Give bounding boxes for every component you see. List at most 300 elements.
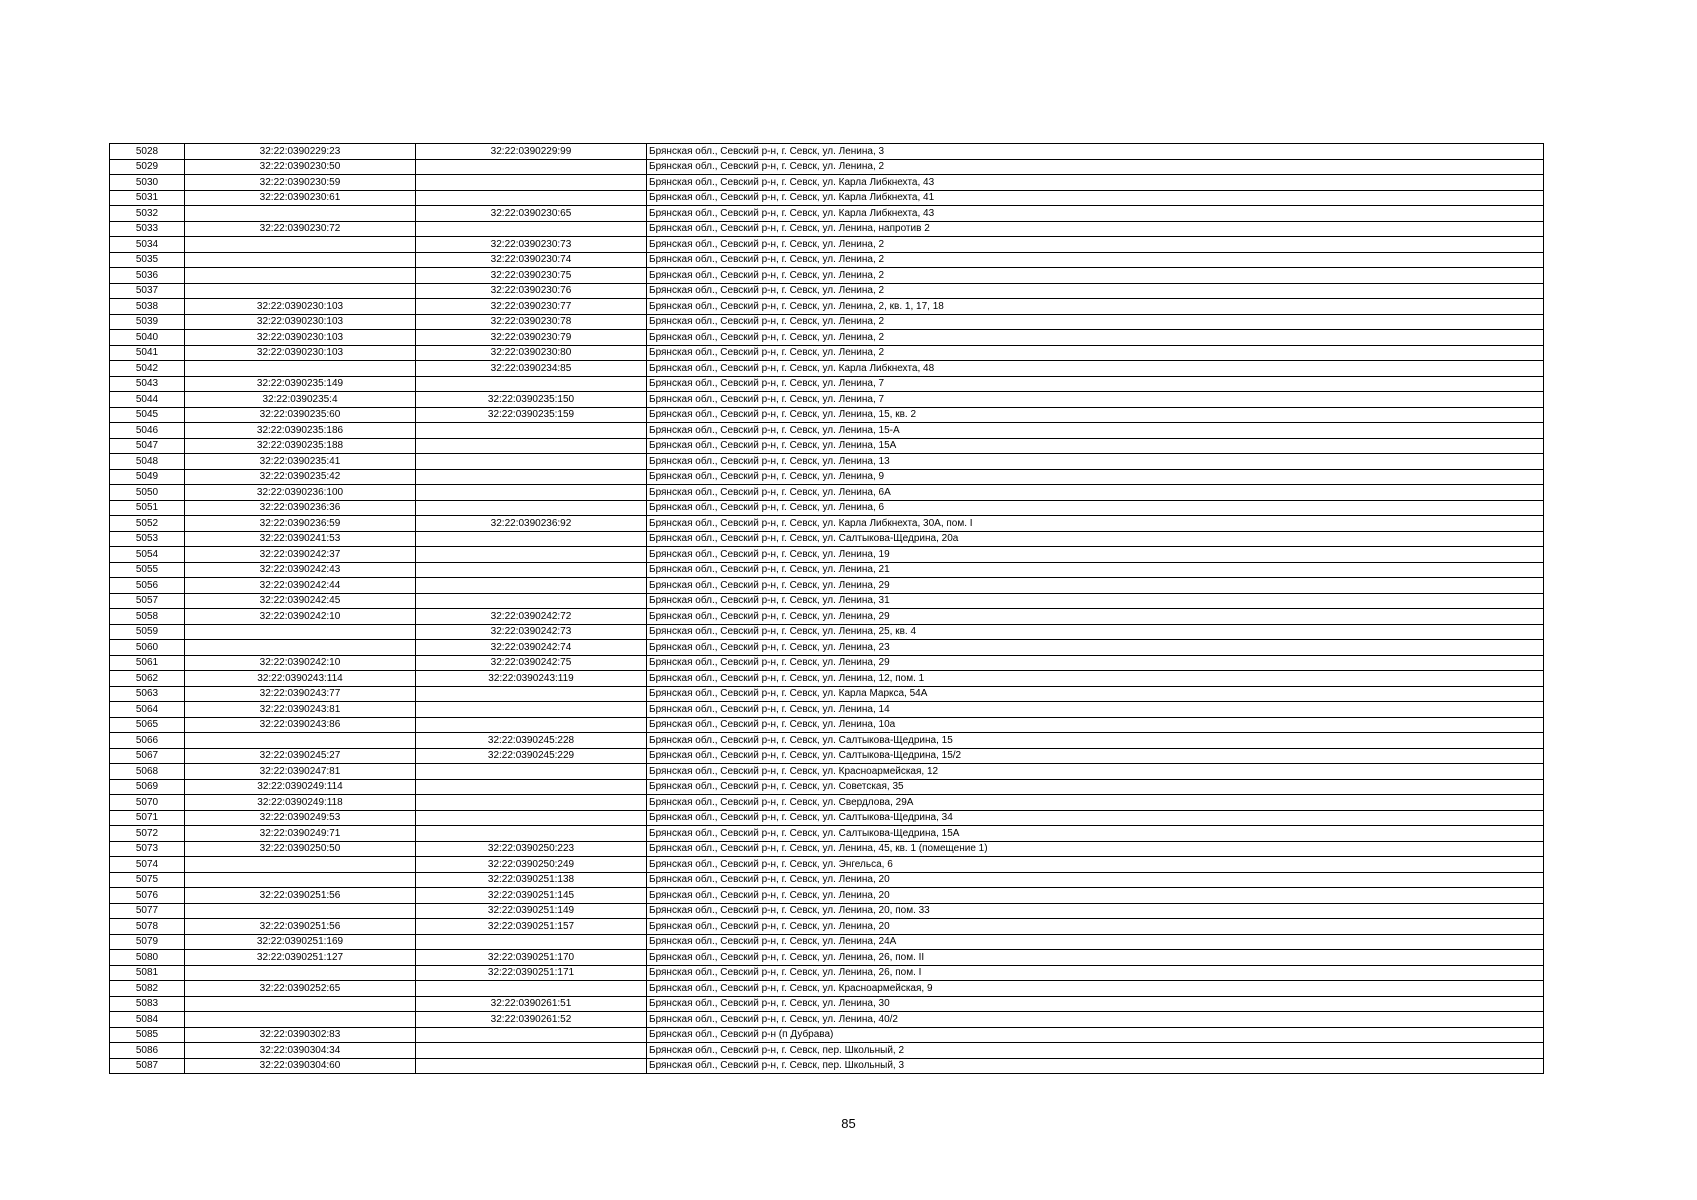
new-cadastral-number-cell: 32:22:0390230:65: [416, 206, 647, 222]
old-cadastral-number-cell: 32:22:0390236:59: [185, 516, 416, 532]
address-cell: Брянская обл., Севский р-н, г. Севск, ул. Ленина, 2: [647, 345, 1544, 361]
table-row: [110, 857, 1544, 873]
address-cell: Брянская обл., Севский р-н, г. Севск, ул. Советская, 35: [647, 779, 1544, 795]
old-cadastral-number-cell: 32:22:0390249:114: [185, 779, 416, 795]
old-cadastral-number-cell: 32:22:0390236:100: [185, 485, 416, 501]
table-row: [110, 159, 1544, 175]
table-row: [110, 252, 1544, 268]
old-cadastral-number-cell: 32:22:0390235:41: [185, 454, 416, 470]
address-cell: Брянская обл., Севский р-н, г. Севск, ул. Ленина, 26, пом. II: [647, 950, 1544, 966]
row-number-cell: 5081: [110, 965, 185, 981]
table-row: [110, 330, 1544, 346]
new-cadastral-number-cell: [416, 376, 647, 392]
new-cadastral-number-cell: 32:22:0390251:145: [416, 888, 647, 904]
new-cadastral-number-cell: [416, 190, 647, 206]
address-cell: Брянская обл., Севский р-н, г. Севск, ул. Ленина, 10а: [647, 717, 1544, 733]
row-number-cell: 5040: [110, 330, 185, 346]
new-cadastral-number-cell: 32:22:0390234:85: [416, 361, 647, 377]
address-cell: Брянская обл., Севский р-н, г. Севск, пер. Школьный, 2: [647, 1043, 1544, 1059]
new-cadastral-number-cell: 32:22:0390230:76: [416, 283, 647, 299]
row-number-cell: 5068: [110, 764, 185, 780]
address-cell: Брянская обл., Севский р-н, г. Севск, ул. Салтыкова-Щедрина, 34: [647, 810, 1544, 826]
table-row: [110, 888, 1544, 904]
old-cadastral-number-cell: 32:22:0390242:10: [185, 655, 416, 671]
address-cell: Брянская обл., Севский р-н, г. Севск, ул. Ленина, 9: [647, 469, 1544, 485]
table-row: [110, 965, 1544, 981]
row-number-cell: 5035: [110, 252, 185, 268]
table-row: [110, 1058, 1544, 1074]
old-cadastral-number-cell: 32:22:0390249:71: [185, 826, 416, 842]
table-row: [110, 469, 1544, 485]
old-cadastral-number-cell: [185, 1012, 416, 1028]
old-cadastral-number-cell: 32:22:0390235:149: [185, 376, 416, 392]
address-cell: Брянская обл., Севский р-н, г. Севск, ул. Ленина, 6А: [647, 485, 1544, 501]
row-number-cell: 5056: [110, 578, 185, 594]
row-number-cell: 5071: [110, 810, 185, 826]
row-number-cell: 5083: [110, 996, 185, 1012]
old-cadastral-number-cell: 32:22:0390304:60: [185, 1058, 416, 1074]
row-number-cell: 5051: [110, 500, 185, 516]
table-row: [110, 934, 1544, 950]
new-cadastral-number-cell: [416, 717, 647, 733]
old-cadastral-number-cell: 32:22:0390243:114: [185, 671, 416, 687]
new-cadastral-number-cell: [416, 485, 647, 501]
table-row: [110, 299, 1544, 315]
new-cadastral-number-cell: [416, 531, 647, 547]
new-cadastral-number-cell: 32:22:0390250:249: [416, 857, 647, 873]
new-cadastral-number-cell: 32:22:0390230:77: [416, 299, 647, 315]
new-cadastral-number-cell: [416, 779, 647, 795]
address-cell: Брянская обл., Севский р-н, г. Севск, ул. Ленина, 2: [647, 330, 1544, 346]
table-row: [110, 531, 1544, 547]
table-row: [110, 268, 1544, 284]
new-cadastral-number-cell: 32:22:0390229:99: [416, 144, 647, 160]
row-number-cell: 5037: [110, 283, 185, 299]
new-cadastral-number-cell: 32:22:0390242:75: [416, 655, 647, 671]
old-cadastral-number-cell: [185, 361, 416, 377]
old-cadastral-number-cell: 32:22:0390251:56: [185, 919, 416, 935]
table-row: [110, 221, 1544, 237]
new-cadastral-number-cell: [416, 934, 647, 950]
old-cadastral-number-cell: [185, 624, 416, 640]
row-number-cell: 5054: [110, 547, 185, 563]
table-row: [110, 1027, 1544, 1043]
new-cadastral-number-cell: [416, 981, 647, 997]
old-cadastral-number-cell: 32:22:0390230:103: [185, 345, 416, 361]
address-cell: Брянская обл., Севский р-н, г. Севск, ул. Ленина, 19: [647, 547, 1544, 563]
address-cell: Брянская обл., Севский р-н, г. Севск, ул. Ленина, 2, кв. 1, 17, 18: [647, 299, 1544, 315]
row-number-cell: 5034: [110, 237, 185, 253]
old-cadastral-number-cell: 32:22:0390236:36: [185, 500, 416, 516]
row-number-cell: 5059: [110, 624, 185, 640]
table-row: [110, 655, 1544, 671]
address-cell: Брянская обл., Севский р-н, г. Севск, ул. Ленина, 2: [647, 268, 1544, 284]
table-row: [110, 919, 1544, 935]
row-number-cell: 5033: [110, 221, 185, 237]
address-cell: Брянская обл., Севский р-н, г. Севск, ул. Карла Маркса, 54А: [647, 686, 1544, 702]
address-cell: Брянская обл., Севский р-н, г. Севск, ул. Ленина, 40/2: [647, 1012, 1544, 1028]
new-cadastral-number-cell: [416, 764, 647, 780]
row-number-cell: 5084: [110, 1012, 185, 1028]
table-row: [110, 764, 1544, 780]
table-row: [110, 516, 1544, 532]
address-cell: Брянская обл., Севский р-н, г. Севск, ул. Ленина, 24А: [647, 934, 1544, 950]
table-row: [110, 779, 1544, 795]
old-cadastral-number-cell: 32:22:0390304:34: [185, 1043, 416, 1059]
address-cell: Брянская обл., Севский р-н, г. Севск, ул. Ленина, 12, пом. 1: [647, 671, 1544, 687]
old-cadastral-number-cell: [185, 268, 416, 284]
table-row: [110, 361, 1544, 377]
new-cadastral-number-cell: [416, 469, 647, 485]
table-row: [110, 190, 1544, 206]
table-row: [110, 578, 1544, 594]
table-row: [110, 423, 1544, 439]
table-row: [110, 950, 1544, 966]
row-number-cell: 5087: [110, 1058, 185, 1074]
old-cadastral-number-cell: [185, 206, 416, 222]
address-cell: Брянская обл., Севский р-н, г. Севск, ул. Ленина, 29: [647, 655, 1544, 671]
old-cadastral-number-cell: 32:22:0390242:43: [185, 562, 416, 578]
new-cadastral-number-cell: 32:22:0390251:171: [416, 965, 647, 981]
new-cadastral-number-cell: [416, 500, 647, 516]
table-row: [110, 314, 1544, 330]
new-cadastral-number-cell: [416, 686, 647, 702]
old-cadastral-number-cell: 32:22:0390235:60: [185, 407, 416, 423]
new-cadastral-number-cell: [416, 159, 647, 175]
address-cell: Брянская обл., Севский р-н, г. Севск, ул. Свердлова, 29А: [647, 795, 1544, 811]
table-row: [110, 903, 1544, 919]
new-cadastral-number-cell: 32:22:0390236:92: [416, 516, 647, 532]
row-number-cell: 5070: [110, 795, 185, 811]
old-cadastral-number-cell: 32:22:0390235:4: [185, 392, 416, 408]
table-row: [110, 547, 1544, 563]
new-cadastral-number-cell: 32:22:0390242:72: [416, 609, 647, 625]
address-cell: Брянская обл., Севский р-н, г. Севск, ул. Ленина, 21: [647, 562, 1544, 578]
old-cadastral-number-cell: 32:22:0390251:127: [185, 950, 416, 966]
row-number-cell: 5030: [110, 175, 185, 191]
address-cell: Брянская обл., Севский р-н, г. Севск, ул. Ленина, 2: [647, 283, 1544, 299]
new-cadastral-number-cell: [416, 578, 647, 594]
table-row: [110, 609, 1544, 625]
row-number-cell: 5047: [110, 438, 185, 454]
table-row: [110, 485, 1544, 501]
address-cell: Брянская обл., Севский р-н, г. Севск, ул. Ленина, 23: [647, 640, 1544, 656]
old-cadastral-number-cell: 32:22:0390235:42: [185, 469, 416, 485]
address-cell: Брянская обл., Севский р-н, г. Севск, ул. Ленина, 45, кв. 1 (помещение 1): [647, 841, 1544, 857]
new-cadastral-number-cell: 32:22:0390230:74: [416, 252, 647, 268]
row-number-cell: 5049: [110, 469, 185, 485]
row-number-cell: 5045: [110, 407, 185, 423]
address-cell: Брянская обл., Севский р-н, г. Севск, ул. Ленина, 3: [647, 144, 1544, 160]
table-row: [110, 748, 1544, 764]
old-cadastral-number-cell: 32:22:0390302:83: [185, 1027, 416, 1043]
address-cell: Брянская обл., Севский р-н, г. Севск, ул. Ленина, 2: [647, 159, 1544, 175]
new-cadastral-number-cell: [416, 454, 647, 470]
row-number-cell: 5066: [110, 733, 185, 749]
row-number-cell: 5065: [110, 717, 185, 733]
table-row: [110, 392, 1544, 408]
old-cadastral-number-cell: [185, 733, 416, 749]
row-number-cell: 5058: [110, 609, 185, 625]
row-number-cell: 5062: [110, 671, 185, 687]
address-cell: Брянская обл., Севский р-н, г. Севск, ул. Ленина, 7: [647, 392, 1544, 408]
old-cadastral-number-cell: [185, 903, 416, 919]
table-row: [110, 454, 1544, 470]
table-row: [110, 686, 1544, 702]
new-cadastral-number-cell: [416, 795, 647, 811]
table-row: [110, 407, 1544, 423]
row-number-cell: 5060: [110, 640, 185, 656]
address-cell: Брянская обл., Севский р-н, г. Севск, ул. Ленина, 29: [647, 609, 1544, 625]
table-row: [110, 593, 1544, 609]
old-cadastral-number-cell: 32:22:0390229:23: [185, 144, 416, 160]
old-cadastral-number-cell: 32:22:0390252:65: [185, 981, 416, 997]
address-cell: Брянская обл., Севский р-н, г. Севск, ул. Салтыкова-Щедрина, 20а: [647, 531, 1544, 547]
table-row: [110, 733, 1544, 749]
old-cadastral-number-cell: 32:22:0390230:103: [185, 330, 416, 346]
row-number-cell: 5057: [110, 593, 185, 609]
address-cell: Брянская обл., Севский р-н, г. Севск, ул. Карла Либкнехта, 43: [647, 175, 1544, 191]
address-cell: Брянская обл., Севский р-н, г. Севск, ул. Ленина, 13: [647, 454, 1544, 470]
old-cadastral-number-cell: 32:22:0390235:186: [185, 423, 416, 439]
address-cell: Брянская обл., Севский р-н (п Дубрава): [647, 1027, 1544, 1043]
table-row: [110, 810, 1544, 826]
address-cell: Брянская обл., Севский р-н, г. Севск, ул. Карла Либкнехта, 30А, пом. I: [647, 516, 1544, 532]
old-cadastral-number-cell: 32:22:0390250:50: [185, 841, 416, 857]
old-cadastral-number-cell: 32:22:0390235:188: [185, 438, 416, 454]
address-cell: Брянская обл., Севский р-н, г. Севск, ул. Ленина, 2: [647, 237, 1544, 253]
row-number-cell: 5085: [110, 1027, 185, 1043]
address-cell: Брянская обл., Севский р-н, г. Севск, ул. Ленина, 2: [647, 314, 1544, 330]
table-row: [110, 795, 1544, 811]
row-number-cell: 5046: [110, 423, 185, 439]
old-cadastral-number-cell: 32:22:0390242:44: [185, 578, 416, 594]
address-cell: Брянская обл., Севский р-н, г. Севск, ул. Ленина, 20: [647, 872, 1544, 888]
address-cell: Брянская обл., Севский р-н, г. Севск, ул. Ленина, 20: [647, 919, 1544, 935]
old-cadastral-number-cell: [185, 252, 416, 268]
new-cadastral-number-cell: [416, 1027, 647, 1043]
row-number-cell: 5039: [110, 314, 185, 330]
old-cadastral-number-cell: 32:22:0390230:103: [185, 314, 416, 330]
new-cadastral-number-cell: 32:22:0390251:157: [416, 919, 647, 935]
new-cadastral-number-cell: [416, 1043, 647, 1059]
row-number-cell: 5079: [110, 934, 185, 950]
table-row: [110, 996, 1544, 1012]
new-cadastral-number-cell: 32:22:0390242:74: [416, 640, 647, 656]
table-row: [110, 562, 1544, 578]
address-cell: Брянская обл., Севский р-н, г. Севск, ул. Красноармейская, 9: [647, 981, 1544, 997]
address-cell: Брянская обл., Севский р-н, г. Севск, ул. Карла Либкнехта, 43: [647, 206, 1544, 222]
address-cell: Брянская обл., Севский р-н, г. Севск, ул. Ленина, 20: [647, 888, 1544, 904]
old-cadastral-number-cell: [185, 857, 416, 873]
new-cadastral-number-cell: 32:22:0390230:79: [416, 330, 647, 346]
old-cadastral-number-cell: 32:22:0390249:118: [185, 795, 416, 811]
old-cadastral-number-cell: 32:22:0390230:59: [185, 175, 416, 191]
row-number-cell: 5074: [110, 857, 185, 873]
row-number-cell: 5050: [110, 485, 185, 501]
old-cadastral-number-cell: [185, 996, 416, 1012]
table-row: [110, 841, 1544, 857]
address-cell: Брянская обл., Севский р-н, г. Севск, ул. Салтыкова-Щедрина, 15: [647, 733, 1544, 749]
table-row: [110, 717, 1544, 733]
old-cadastral-number-cell: 32:22:0390230:72: [185, 221, 416, 237]
table-row: [110, 438, 1544, 454]
table-row: [110, 1012, 1544, 1028]
row-number-cell: 5082: [110, 981, 185, 997]
table-row: [110, 624, 1544, 640]
row-number-cell: 5086: [110, 1043, 185, 1059]
new-cadastral-number-cell: [416, 702, 647, 718]
row-number-cell: 5029: [110, 159, 185, 175]
old-cadastral-number-cell: 32:22:0390241:53: [185, 531, 416, 547]
address-cell: Брянская обл., Севский р-н, г. Севск, ул. Ленина, 7: [647, 376, 1544, 392]
new-cadastral-number-cell: [416, 547, 647, 563]
new-cadastral-number-cell: 32:22:0390235:159: [416, 407, 647, 423]
row-number-cell: 5041: [110, 345, 185, 361]
row-number-cell: 5031: [110, 190, 185, 206]
table-row: [110, 872, 1544, 888]
table-body: [110, 144, 1544, 1074]
row-number-cell: 5038: [110, 299, 185, 315]
row-number-cell: 5067: [110, 748, 185, 764]
new-cadastral-number-cell: 32:22:0390261:52: [416, 1012, 647, 1028]
row-number-cell: 5048: [110, 454, 185, 470]
row-number-cell: 5036: [110, 268, 185, 284]
table-row: [110, 144, 1544, 160]
address-cell: Брянская обл., Севский р-н, г. Севск, ул. Красноармейская, 12: [647, 764, 1544, 780]
new-cadastral-number-cell: 32:22:0390235:150: [416, 392, 647, 408]
address-cell: Брянская обл., Севский р-н, г. Севск, ул. Ленина, 15-А: [647, 423, 1544, 439]
address-cell: Брянская обл., Севский р-н, г. Севск, пер. Школьный, 3: [647, 1058, 1544, 1074]
table-row: [110, 1043, 1544, 1059]
old-cadastral-number-cell: 32:22:0390247:81: [185, 764, 416, 780]
address-cell: Брянская обл., Севский р-н, г. Севск, ул. Ленина, 29: [647, 578, 1544, 594]
new-cadastral-number-cell: 32:22:0390251:138: [416, 872, 647, 888]
old-cadastral-number-cell: 32:22:0390242:37: [185, 547, 416, 563]
row-number-cell: 5075: [110, 872, 185, 888]
address-cell: Брянская обл., Севский р-н, г. Севск, ул. Карла Либкнехта, 41: [647, 190, 1544, 206]
address-cell: Брянская обл., Севский р-н, г. Севск, ул. Ленина, 20, пом. 33: [647, 903, 1544, 919]
table-row: [110, 237, 1544, 253]
row-number-cell: 5072: [110, 826, 185, 842]
address-cell: Брянская обл., Севский р-н, г. Севск, ул. Ленина, 26, пом. I: [647, 965, 1544, 981]
old-cadastral-number-cell: [185, 640, 416, 656]
new-cadastral-number-cell: 32:22:0390251:170: [416, 950, 647, 966]
address-cell: Брянская обл., Севский р-н, г. Севск, ул. Ленина, 30: [647, 996, 1544, 1012]
page-number: 85: [841, 1116, 856, 1131]
row-number-cell: 5043: [110, 376, 185, 392]
address-cell: Брянская обл., Севский р-н, г. Севск, ул. Ленина, 2: [647, 252, 1544, 268]
cadastral-table: [109, 143, 1544, 1074]
address-cell: Брянская обл., Севский р-н, г. Севск, ул. Ленина, 15А: [647, 438, 1544, 454]
old-cadastral-number-cell: 32:22:0390230:61: [185, 190, 416, 206]
new-cadastral-number-cell: [416, 438, 647, 454]
new-cadastral-number-cell: [416, 175, 647, 191]
row-number-cell: 5042: [110, 361, 185, 377]
new-cadastral-number-cell: 32:22:0390245:228: [416, 733, 647, 749]
new-cadastral-number-cell: 32:22:0390251:149: [416, 903, 647, 919]
row-number-cell: 5028: [110, 144, 185, 160]
table-row: [110, 671, 1544, 687]
row-number-cell: 5073: [110, 841, 185, 857]
row-number-cell: 5080: [110, 950, 185, 966]
address-cell: Брянская обл., Севский р-н, г. Севск, ул. Ленина, 6: [647, 500, 1544, 516]
address-cell: Брянская обл., Севский р-н, г. Севск, ул. Карла Либкнехта, 48: [647, 361, 1544, 377]
old-cadastral-number-cell: 32:22:0390251:56: [185, 888, 416, 904]
new-cadastral-number-cell: 32:22:0390230:75: [416, 268, 647, 284]
table-row: [110, 175, 1544, 191]
old-cadastral-number-cell: 32:22:0390249:53: [185, 810, 416, 826]
row-number-cell: 5053: [110, 531, 185, 547]
address-cell: Брянская обл., Севский р-н, г. Севск, ул. Ленина, 31: [647, 593, 1544, 609]
row-number-cell: 5076: [110, 888, 185, 904]
new-cadastral-number-cell: 32:22:0390242:73: [416, 624, 647, 640]
table-row: [110, 826, 1544, 842]
new-cadastral-number-cell: [416, 826, 647, 842]
old-cadastral-number-cell: [185, 872, 416, 888]
new-cadastral-number-cell: 32:22:0390245:229: [416, 748, 647, 764]
table-row: [110, 283, 1544, 299]
new-cadastral-number-cell: 32:22:0390243:119: [416, 671, 647, 687]
row-number-cell: 5077: [110, 903, 185, 919]
old-cadastral-number-cell: [185, 237, 416, 253]
table-row: [110, 206, 1544, 222]
new-cadastral-number-cell: [416, 810, 647, 826]
row-number-cell: 5061: [110, 655, 185, 671]
old-cadastral-number-cell: 32:22:0390245:27: [185, 748, 416, 764]
new-cadastral-number-cell: [416, 1058, 647, 1074]
row-number-cell: 5078: [110, 919, 185, 935]
row-number-cell: 5063: [110, 686, 185, 702]
new-cadastral-number-cell: 32:22:0390230:80: [416, 345, 647, 361]
new-cadastral-number-cell: 32:22:0390230:78: [416, 314, 647, 330]
old-cadastral-number-cell: 32:22:0390230:103: [185, 299, 416, 315]
address-cell: Брянская обл., Севский р-н, г. Севск, ул. Салтыкова-Щедрина, 15А: [647, 826, 1544, 842]
address-cell: Брянская обл., Севский р-н, г. Севск, ул. Энгельса, 6: [647, 857, 1544, 873]
old-cadastral-number-cell: [185, 283, 416, 299]
row-number-cell: 5044: [110, 392, 185, 408]
address-cell: Брянская обл., Севский р-н, г. Севск, ул. Ленина, 25, кв. 4: [647, 624, 1544, 640]
address-cell: Брянская обл., Севский р-н, г. Севск, ул. Ленина, 15, кв. 2: [647, 407, 1544, 423]
row-number-cell: 5032: [110, 206, 185, 222]
new-cadastral-number-cell: [416, 593, 647, 609]
new-cadastral-number-cell: 32:22:0390261:51: [416, 996, 647, 1012]
old-cadastral-number-cell: 32:22:0390251:169: [185, 934, 416, 950]
old-cadastral-number-cell: 32:22:0390230:50: [185, 159, 416, 175]
table-row: [110, 640, 1544, 656]
table-row: [110, 345, 1544, 361]
old-cadastral-number-cell: 32:22:0390243:77: [185, 686, 416, 702]
old-cadastral-number-cell: [185, 965, 416, 981]
row-number-cell: 5052: [110, 516, 185, 532]
row-number-cell: 5055: [110, 562, 185, 578]
row-number-cell: 5069: [110, 779, 185, 795]
new-cadastral-number-cell: [416, 221, 647, 237]
table-row: [110, 981, 1544, 997]
new-cadastral-number-cell: [416, 423, 647, 439]
table-row: [110, 702, 1544, 718]
new-cadastral-number-cell: [416, 562, 647, 578]
address-cell: Брянская обл., Севский р-н, г. Севск, ул. Ленина, напротив 2: [647, 221, 1544, 237]
old-cadastral-number-cell: 32:22:0390243:81: [185, 702, 416, 718]
old-cadastral-number-cell: 32:22:0390242:10: [185, 609, 416, 625]
address-cell: Брянская обл., Севский р-н, г. Севск, ул. Ленина, 14: [647, 702, 1544, 718]
row-number-cell: 5064: [110, 702, 185, 718]
old-cadastral-number-cell: 32:22:0390242:45: [185, 593, 416, 609]
new-cadastral-number-cell: 32:22:0390230:73: [416, 237, 647, 253]
new-cadastral-number-cell: 32:22:0390250:223: [416, 841, 647, 857]
old-cadastral-number-cell: 32:22:0390243:86: [185, 717, 416, 733]
